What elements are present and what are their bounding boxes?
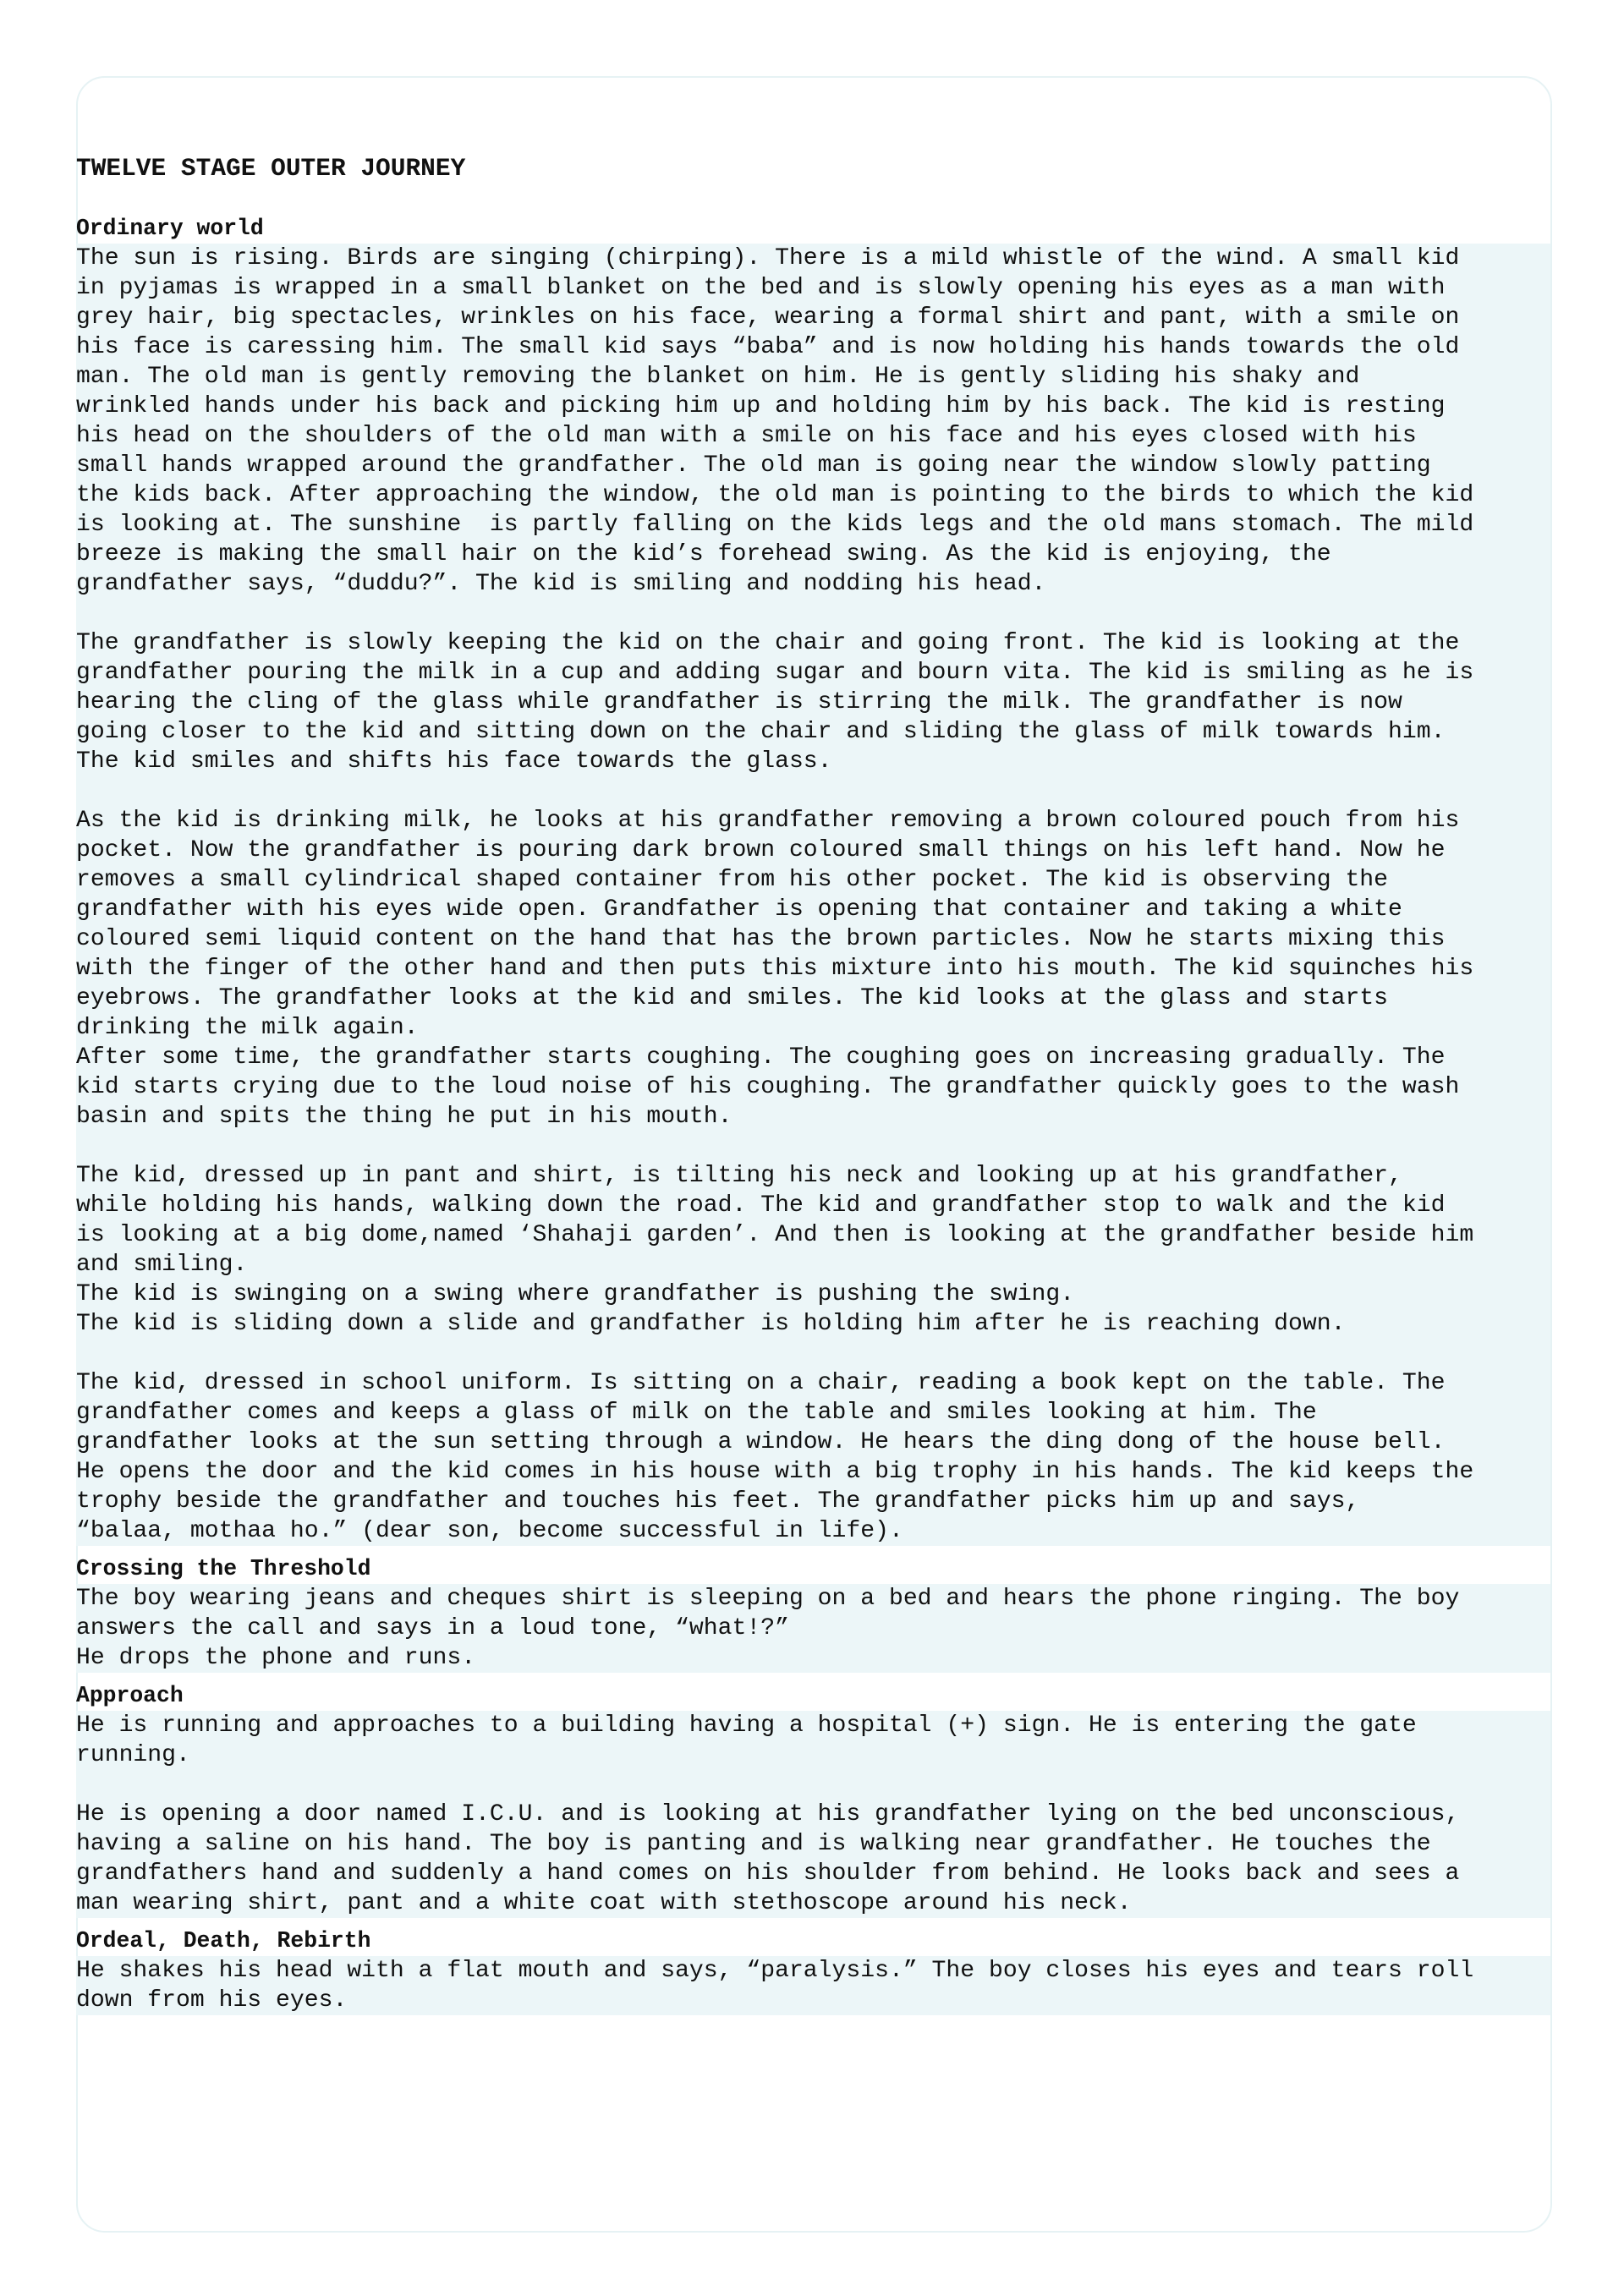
text-line: removes a small cylindrical shaped container from his other pocket. The kid is observing the xyxy=(76,867,1389,893)
text-line: pocket. Now the grandfather is pouring dark brown coloured small things on his left hand. Now he xyxy=(76,837,1446,863)
section-body xyxy=(76,1956,1550,2015)
paragraph-gap xyxy=(76,599,1550,628)
text-line: grandfather with his eyes wide open. Grandfather is opening that container and taking a white xyxy=(76,896,1402,923)
text-line: his face is caressing him. The small kid says “baba” and is now holding his hands towards the old xyxy=(76,334,1460,360)
text-line: small hands wrapped around the grandfather. The old man is going near the window slowly patting xyxy=(76,452,1431,479)
text-line: He shakes his head with a flat mouth and says, “paralysis.” The boy closes his eyes and tears roll xyxy=(76,1958,1474,1984)
section-body xyxy=(76,244,1550,1546)
text-line: The kid, dressed up in pant and shirt, is tilting his neck and looking up at his grandfather, xyxy=(76,1163,1402,1189)
text-line: grandfather looks at the sun setting through a window. He hears the ding dong of the house bell. xyxy=(76,1429,1446,1455)
text-line: As the kid is drinking milk, he looks at his grandfather removing a brown coloured pouch from his xyxy=(76,808,1460,834)
text-line: drinking the milk again. xyxy=(76,1015,419,1041)
section-heading: Crossing the Threshold xyxy=(76,1556,371,1581)
section-heading: Ordinary world xyxy=(76,216,264,241)
text-line: with the finger of the other hand and then puts this mixture into his mouth. The kid squinches his xyxy=(76,956,1474,982)
paragraph-gap xyxy=(76,1339,1550,1368)
text-line: basin and spits the thing he put in his mouth. xyxy=(76,1104,732,1130)
section-gap xyxy=(76,1918,1550,1926)
text-line: grandfathers hand and suddenly a hand comes on his shoulder from behind. He looks back and sees a xyxy=(76,1860,1460,1887)
document-title: TWELVE STAGE OUTER JOURNEY xyxy=(76,154,466,183)
section-body xyxy=(76,1584,1550,1673)
text-line: while holding his hands, walking down the road. The kid and grandfather stop to walk and the kid xyxy=(76,1192,1446,1219)
text-line: The kid smiles and shifts his face towards the glass. xyxy=(76,748,832,775)
text-line: The sun is rising. Birds are singing (chirping). There is a mild whistle of the wind. A small kid xyxy=(76,245,1460,271)
text-line: his head on the shoulders of the old man with a smile on his face and his eyes closed with his xyxy=(76,423,1417,449)
text-line: After some time, the grandfather starts coughing. The coughing goes on increasing gradually. The xyxy=(76,1044,1446,1071)
text-line: trophy beside the grandfather and touches his feet. The grandfather picks him up and says, xyxy=(76,1488,1360,1515)
text-line: The boy wearing jeans and cheques shirt is sleeping on a bed and hears the phone ringing. The boy xyxy=(76,1586,1460,1612)
text-line: He is opening a door named I.C.U. and is looking at his grandfather lying on the bed unconscious, xyxy=(76,1801,1460,1827)
section-gap xyxy=(76,1673,1550,1681)
text-line: The kid is swinging on a swing where grandfather is pushing the swing. xyxy=(76,1281,1075,1307)
text-line: coloured semi liquid content on the hand that has the brown particles. Now he starts mixing this xyxy=(76,926,1446,952)
section-body xyxy=(76,1711,1550,1918)
text-line: The kid is sliding down a slide and grandfather is holding him after he is reaching down. xyxy=(76,1311,1346,1337)
text-line: in pyjamas is wrapped in a small blanket on the bed and is slowly opening his eyes as a man with xyxy=(76,275,1446,301)
text-line: answers the call and says in a loud tone, “what!?” xyxy=(76,1615,789,1641)
text-line: hearing the cling of the glass while grandfather is stirring the milk. The grandfather is now xyxy=(76,689,1402,715)
paragraph-gap xyxy=(76,776,1550,806)
section-heading: Ordeal, Death, Rebirth xyxy=(76,1928,371,1954)
text-line: going closer to the kid and sitting down on the chair and sliding the glass of milk towards him. xyxy=(76,719,1446,745)
text-line: grandfather pouring the milk in a cup and adding sugar and bourn vita. The kid is smiling as he is xyxy=(76,660,1474,686)
text-line: He drops the phone and runs. xyxy=(76,1645,476,1671)
text-line: running. xyxy=(76,1742,190,1768)
text-line: man wearing shirt, pant and a white coat with stethoscope around his neck. xyxy=(76,1890,1132,1916)
text-line: grandfather says, “duddu?”. The kid is smiling and nodding his head. xyxy=(76,571,1046,597)
text-line: The kid, dressed in school uniform. Is sitting on a chair, reading a book kept on the table. The xyxy=(76,1370,1446,1396)
text-line: He is running and approaches to a building having a hospital (+) sign. He is entering the gate xyxy=(76,1712,1417,1739)
text-line: breeze is making the small hair on the kid’s forehead swing. As the kid is enjoying, the xyxy=(76,541,1331,567)
text-line: is looking at a big dome,named ‘Shahaji garden’. And then is looking at the grandfather beside him xyxy=(76,1222,1474,1248)
paragraph-gap xyxy=(76,1132,1550,1161)
text-line: having a saline on his hand. The boy is panting and is walking near grandfather. He touches the xyxy=(76,1831,1431,1857)
section-heading: Approach xyxy=(76,1683,184,1708)
text-line: is looking at. The sunshine is partly falling on the kids legs and the old mans stomach. The mild xyxy=(76,512,1474,538)
text-line: man. The old man is gently removing the blanket on him. He is gently sliding his shaky and xyxy=(76,364,1360,390)
text-line: and smiling. xyxy=(76,1252,248,1278)
text-line: The grandfather is slowly keeping the kid on the chair and going front. The kid is looking at the xyxy=(76,630,1460,656)
document-body xyxy=(76,154,1550,2015)
section-gap xyxy=(76,1546,1550,1554)
text-line: eyebrows. The grandfather looks at the kid and smiles. The kid looks at the glass and starts xyxy=(76,985,1389,1011)
text-line: He opens the door and the kid comes in his house with a big trophy in his hands. The kid keeps the xyxy=(76,1459,1474,1485)
text-line: down from his eyes. xyxy=(76,1987,348,2014)
text-line: grey hair, big spectacles, wrinkles on his face, wearing a formal shirt and pant, with a smile on xyxy=(76,304,1460,331)
paragraph-gap xyxy=(76,1770,1550,1800)
text-line: “balaa, mothaa ho.” (dear son, become successful in life). xyxy=(76,1518,903,1544)
text-line: kid starts crying due to the loud noise of his coughing. The grandfather quickly goes to the wash xyxy=(76,1074,1460,1100)
text-line: grandfather comes and keeps a glass of milk on the table and smiles looking at him. The xyxy=(76,1400,1317,1426)
text-line: wrinkled hands under his back and picking him up and holding him by his back. The kid is resting xyxy=(76,393,1446,419)
text-line: the kids back. After approaching the window, the old man is pointing to the birds to which the kid xyxy=(76,482,1474,508)
